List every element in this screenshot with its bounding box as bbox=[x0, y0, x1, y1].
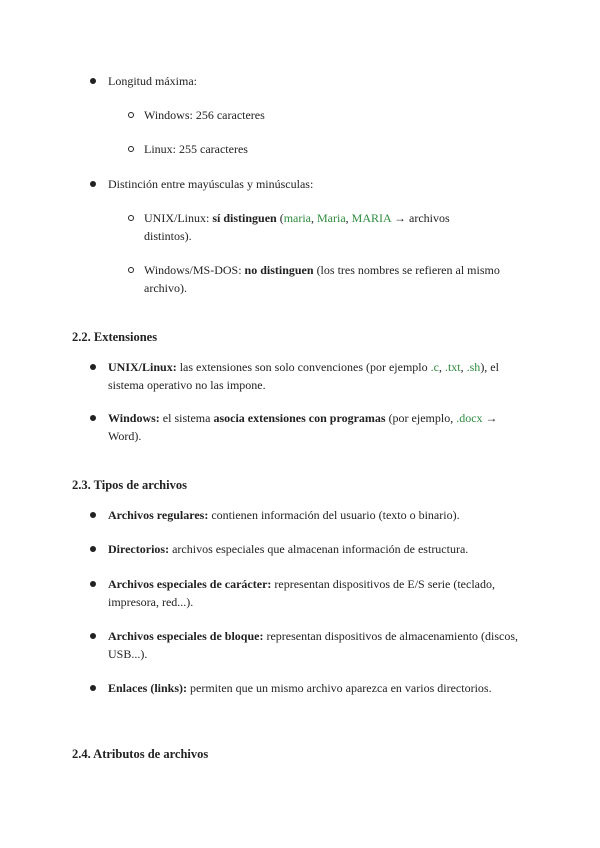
bullet-disc bbox=[90, 181, 96, 187]
list-item bbox=[108, 507, 528, 525]
bullet-disc bbox=[90, 364, 96, 370]
text-fragment: ), el sistema operativo no las impone. bbox=[108, 360, 499, 392]
bullet-circle bbox=[128, 267, 134, 273]
text-fragment: ( bbox=[276, 211, 284, 225]
code-text: .txt bbox=[444, 360, 461, 374]
text-fragment: UNIX/Linux: bbox=[144, 211, 213, 225]
bold-text: Archivos especiales de carácter: bbox=[108, 577, 272, 591]
bold-text: sí distinguen bbox=[212, 211, 277, 225]
text-fragment: archivos especiales que almacenan información de estructura. bbox=[169, 542, 469, 556]
code-text: .sh bbox=[466, 360, 481, 374]
bullet-disc bbox=[90, 546, 96, 552]
text-fragment: , bbox=[311, 211, 318, 225]
bullet-circle bbox=[128, 146, 134, 152]
bold-text: Enlaces (links): bbox=[108, 681, 188, 695]
list-item-windows-ext bbox=[108, 410, 528, 445]
bold-text: asocia extensiones con programas bbox=[213, 411, 386, 425]
list-item bbox=[108, 680, 528, 698]
text-fragment: → archivos distintos). bbox=[144, 211, 450, 243]
code-text: Maria bbox=[317, 211, 346, 225]
text-fragment: el sistema bbox=[159, 411, 214, 425]
text-fragment: Windows/MS-DOS: bbox=[144, 263, 245, 277]
code-text: .c bbox=[430, 360, 439, 374]
code-text: MARIA bbox=[351, 211, 392, 225]
section-heading-atributos: 2.4. Atributos de archivos bbox=[72, 747, 209, 761]
bullet-circle bbox=[128, 215, 134, 221]
list-item-unix-case bbox=[144, 210, 494, 245]
bold-text: Directorios: bbox=[108, 542, 170, 556]
list-item bbox=[108, 576, 528, 611]
list-item-linux-length bbox=[144, 141, 524, 159]
text-fragment: (los tres nombres se refieren al mismo archivo). bbox=[144, 263, 500, 295]
bullet-disc bbox=[90, 633, 96, 639]
text-fragment: contienen información del usuario (texto o binario). bbox=[208, 508, 460, 522]
bullet-circle bbox=[128, 112, 134, 118]
text-fragment: representan dispositivos de E/S serie (teclado, impresora, red...). bbox=[108, 577, 495, 609]
text-fragment: , bbox=[345, 211, 352, 225]
text-fragment: , bbox=[460, 360, 467, 374]
bold-text: Windows: bbox=[108, 411, 160, 425]
code-text: .docx bbox=[456, 411, 483, 425]
list-item-longitud bbox=[108, 73, 528, 91]
text-fragment: permiten que un mismo archivo aparezca en varios directorios. bbox=[187, 681, 492, 695]
text-fragment: las extensiones son solo convenciones (por ejemplo bbox=[176, 360, 431, 374]
list-item-windows-length bbox=[144, 107, 524, 125]
bullet-disc bbox=[90, 415, 96, 421]
section-heading-extensiones: 2.2. Extensiones bbox=[72, 330, 158, 344]
list-item-text: Windows: 256 caracteres bbox=[144, 108, 265, 122]
bold-text: UNIX/Linux: bbox=[108, 360, 177, 374]
bullet-disc bbox=[90, 685, 96, 691]
bullet-disc bbox=[90, 581, 96, 587]
text-fragment: → Word). bbox=[108, 411, 498, 443]
bullet-disc bbox=[90, 78, 96, 84]
bold-text: no distinguen bbox=[244, 263, 314, 277]
list-item-text: Distinción entre mayúsculas y minúsculas: bbox=[108, 177, 314, 191]
list-item bbox=[108, 541, 528, 559]
list-item bbox=[108, 628, 528, 663]
text-fragment: representan dispositivos de almacenamiento (discos, USB...). bbox=[108, 629, 519, 661]
section-heading-tipos: 2.3. Tipos de archivos bbox=[72, 478, 187, 492]
list-item-distincion bbox=[108, 176, 528, 194]
list-item-text: Linux: 255 caracteres bbox=[144, 142, 248, 156]
text-fragment: (por ejemplo, bbox=[385, 411, 457, 425]
bold-text: Archivos especiales de bloque: bbox=[108, 629, 264, 643]
text-fragment: , bbox=[438, 360, 445, 374]
bold-text: Archivos regulares: bbox=[108, 508, 209, 522]
list-item-text: Longitud máxima: bbox=[108, 74, 197, 88]
code-text: maria bbox=[283, 211, 312, 225]
bullet-disc bbox=[90, 512, 96, 518]
list-item-windows-case bbox=[144, 262, 504, 297]
list-item-unix-ext bbox=[108, 359, 528, 394]
